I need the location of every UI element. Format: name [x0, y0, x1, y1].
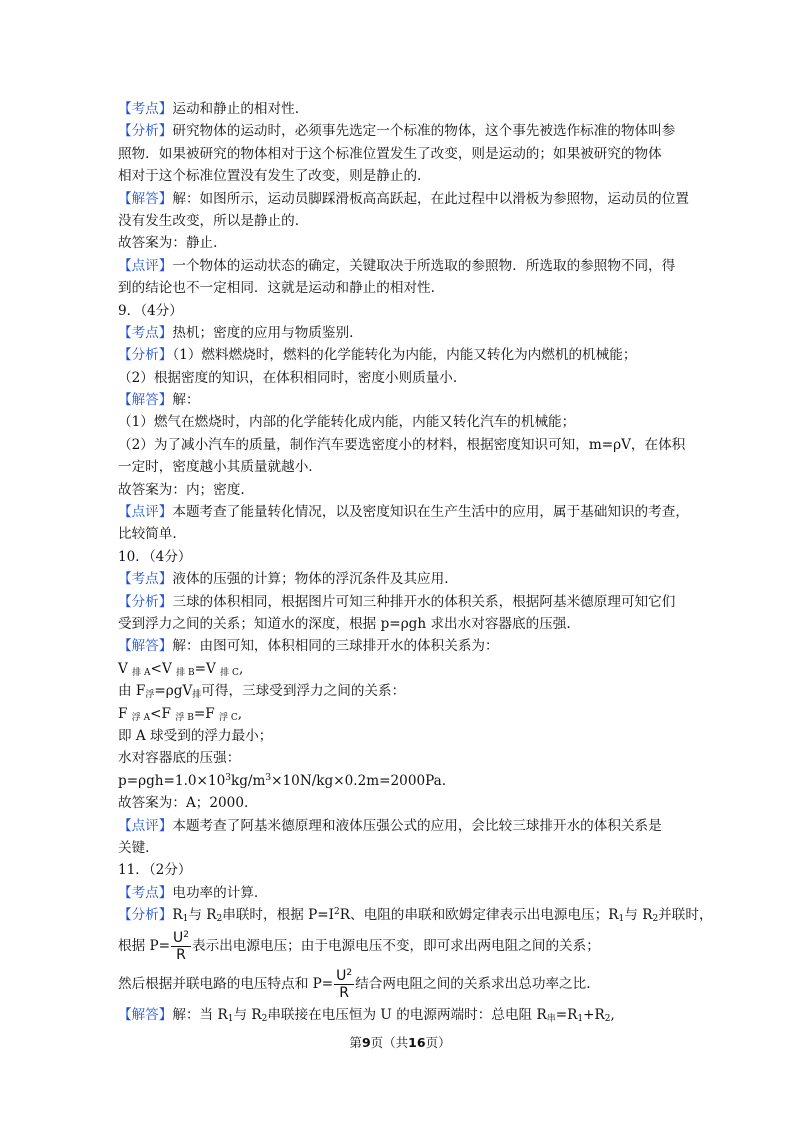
q8-fenxi-line2: 照物．如果被研究的物体相对于这个标准位置发生了改变，则是运动的；如果被研究的物体: [118, 145, 662, 162]
q11-jieda: 【解答】解：当 $R_1$与 $R_2$串联接在电压恒为 U 的电源两端时：总电阻 $R_串=R_1+R_2$,: [118, 1007, 615, 1025]
q10-buoyancy-relation: F $_{浮 A}$<F $_{浮 B}$=F $_{浮 C}$,: [118, 705, 243, 723]
q9-jieda-line2: （1）燃气在燃烧时，内部的化学能转化成内能，内能又转化汽车的机械能；: [118, 414, 576, 431]
q10-answer: 故答案为：A；2000.: [118, 795, 249, 812]
q8-jieda-line2: 没有发生改变，所以是静止的.: [118, 212, 300, 229]
q9-header: 9．（4分）: [118, 302, 183, 319]
page-footer: 第9页（共16页）: [349, 1035, 451, 1050]
q8-jieda: 【解答】解：如图所示，运动员脚踩滑板高高跃起，在此过程中以滑板为参照物，运动员的位置: [118, 190, 689, 207]
dianping-tag: 【点评】: [118, 257, 173, 274]
q9-fenxi: 【分析】（1）燃料燃烧时，燃料的化学能转化为内能，内能又转化为内燃机的机械能；: [118, 347, 637, 364]
q10-jieda-line5: 即 A 球受到的浮力最小；: [118, 727, 273, 744]
power-fraction: $\frac{U^2}{R}$: [336, 968, 353, 1002]
q10-pressure-formula: $p=\rho gh=1.0\times 10^3kg/m^3\times 10N/kg\times 0.2m=2000Pa$.: [118, 772, 447, 789]
kaodian-tag: 【考点】: [118, 101, 173, 117]
q9-jieda-line4: 一定时，密度越小其质量就越小.: [118, 459, 313, 476]
q8-answer: 故答案为：静止.: [118, 235, 218, 252]
q11-fenxi-line2: 根据 P= $\frac{U^2}{R}$ 表示出电源电压；由于电源电压不变，即可求出两电阻之间的关系；: [118, 930, 600, 964]
jieda-tag: 【解答】: [118, 190, 173, 207]
q9-kaodian: 【考点】热机；密度的应用与物质鉴别.: [118, 324, 354, 341]
page-number: 9: [361, 1035, 371, 1050]
q11-fenxi: 【分析】$R_1$与 $R_2$串联时，根据 $P=I^2R$、电阻的串联和欧姆定律表示出电源电压；$R_1$与 $R_2$并联时，: [118, 907, 713, 925]
q11-fenxi-line3: 然后根据并联电路的电压特点和 P= $\frac{U^2}{R}$ 结合两电阻之间的关系求出总功率之比.: [118, 968, 591, 1002]
q10-dianping: 【点评】本题考查了阿基米德原理和液体压强公式的应用，会比较三球排开水的体积关系是: [118, 817, 662, 834]
q11-kaodian: 【考点】电功率的计算.: [118, 884, 259, 901]
q9-answer: 故答案为：内；密度.: [118, 481, 245, 498]
q11-header: 11．（2分）: [118, 862, 192, 879]
q10-kaodian: 【考点】液体的压强的计算；物体的浮沉条件及其应用.: [118, 571, 449, 588]
q10-dianping-line2: 关键.: [118, 839, 150, 856]
page-content: [118, 98, 713, 1027]
q10-jieda-line3: 由 $F_浮=\rho gV_排$可得，三球受到浮力之间的关系：: [118, 683, 406, 701]
fenxi-tag: 【分析】: [118, 123, 173, 140]
q9-fenxi-line2: （2）根据密度的知识，在体积相同时，密度小则质量小.: [118, 369, 458, 386]
power-fraction: $\frac{U^2}{R}$: [173, 930, 190, 964]
q10-header: 10．（4分）: [118, 548, 192, 565]
q9-dianping-line2: 比较简单.: [118, 526, 177, 543]
q10-volume-relation: V $_{排 A}$<V $_{排 B}$=V $_{排 C}$,: [118, 660, 244, 678]
q10-jieda-line6: 水对容器底的压强：: [118, 750, 241, 767]
q8-fenxi: 【分析】研究物体的运动时，必须事先选定一个标准的物体，这个事先被选作标准的物体叫参: [118, 123, 676, 140]
q10-jieda: 【解答】解：由图可知，体积相同的三球排开水的体积关系为：: [118, 638, 499, 655]
q8-dianping: 【点评】一个物体的运动状态的确定，关键取决于所选取的参照物．所选取的参照物不同，得: [118, 257, 676, 274]
q8-fenxi-line3: 相对于这个标准位置没有发生了改变，则是静止的.: [118, 168, 422, 185]
q8-kaodian: 【考点】运动和静止的相对性.: [118, 101, 300, 117]
q8-dianping-line2: 到的结论也不一定相同．这就是运动和静止的相对性.: [118, 280, 435, 297]
q9-dianping: 【点评】本题考查了能量转化情况，以及密度知识在生产生活中的应用，属于基础知识的考查，: [118, 504, 689, 521]
q9-jieda-line3: （2）为了减小汽车的质量，制作汽车要选密度小的材料，根据密度知识可知，m=ρV，在体积: [118, 436, 686, 453]
total-pages: 16: [408, 1035, 426, 1050]
q10-fenxi-line2: 受到浮力之间的关系；知道水的深度，根据 p=ρgh 求出水对容器底的压强.: [118, 615, 571, 632]
q9-jieda: 【解答】解：: [118, 392, 200, 409]
q10-fenxi: 【分析】三球的体积相同，根据图片可知三种排开水的体积关系，根据阿基米德原理可知它们: [118, 593, 676, 610]
